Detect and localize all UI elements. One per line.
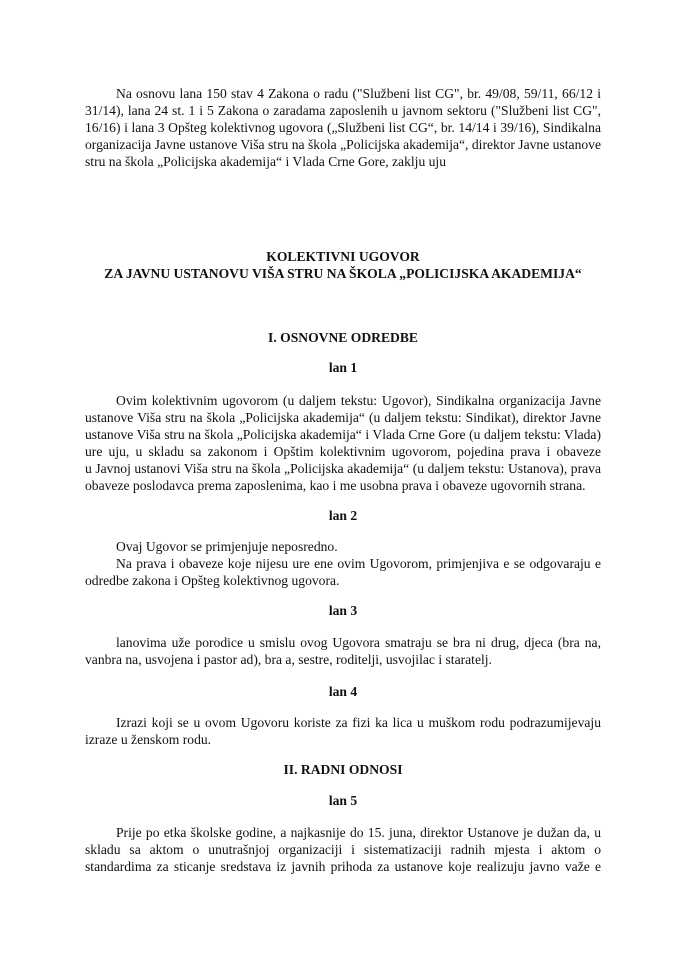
- text-line: Ovim kolektivnim ugovorom (u daljem tekstu: Ugovor), Sindikalna organizacija Javne: [116, 393, 601, 408]
- article-heading: lan 4: [328, 684, 358, 699]
- text-line: Na osnovu lana 150 stav 4 Zakona o radu ("Službeni list CG", br. 49/08, 59/11, 66/12 i: [116, 86, 601, 101]
- text-line: ustanove Viša stru na škola „Policijska akademija“ i Vlada Crne Gore (u daljem tekstu: Vlada): [85, 427, 601, 442]
- article-heading: lan 5: [328, 793, 358, 808]
- text-line: ure uju, u skladu sa zakonom i Opštim kolektivnim ugovorom, pojedina prava i obaveze: [85, 444, 601, 459]
- text-line: lanovima uže porodice u smislu ovog Ugovora smatraju se bra ni drug, djeca (bra na,: [116, 635, 601, 650]
- text-line: u Javnoj ustanovi Viša stru na škola „Policijska akademija“ (u daljem tekstu: Ustanova), prava: [85, 461, 601, 476]
- text-line: ustanove Viša stru na škola „Policijska akademija“ (u daljem tekstu: Sindikat), direktor Javne: [85, 410, 601, 425]
- article-heading: lan 3: [328, 603, 358, 618]
- title-line: ZA JAVNU USTANOVU VIŠA STRU NA ŠKOLA „POLICIJSKA AKADEMIJA“: [104, 266, 582, 281]
- section-heading: I. OSNOVNE ODREDBE: [268, 330, 418, 345]
- text-line: Prije po etka školske godine, a najkasnije do 15. juna, direktor Ustanove je dužan da, u: [116, 825, 601, 840]
- article-1-text: [85, 392, 601, 494]
- text-line: obaveze poslodavca prema zaposlenima, kao i me usobna prava i obaveze ugovornih strana.: [85, 478, 586, 493]
- section-heading: II. RADNI ODNOSI: [283, 762, 403, 777]
- article-3-text: [85, 634, 601, 668]
- text-line: organizacija Javne ustanove Viša stru na škola „Policijska akademija“, direktor Javne ustanove: [85, 137, 601, 152]
- preamble: [85, 85, 601, 170]
- text-line: Ovaj Ugovor se primjenjuje neposredno.: [116, 539, 338, 554]
- text-line: skladu sa aktom o unutrašnjoj organizaciji i sistematizaciji radnih mjesta i aktom o: [85, 842, 601, 857]
- text-line: izraze u ženskom rodu.: [85, 732, 212, 747]
- title-line: KOLEKTIVNI UGOVOR: [266, 249, 420, 264]
- article-5-text: [85, 824, 601, 875]
- text-line: Izrazi koji se u ovom Ugovoru koriste za fizi ka lica u muškom rodu podrazumijevaju: [116, 715, 601, 730]
- article-4-text: [85, 714, 601, 748]
- article-heading: lan 1: [328, 360, 358, 375]
- text-line: 31/14), lana 24 st. 1 i 5 Zakona o zaradama zaposlenih u javnom sektoru ("Službeni list CG",: [85, 103, 601, 118]
- document-title: [85, 248, 601, 282]
- text-line: 16/16) i lana 3 Opšteg kolektivnog ugovora („Službeni list CG“, br. 14/14 i 39/16), Sindikalna: [85, 120, 601, 135]
- article-2-text: [85, 538, 601, 589]
- article-heading: lan 2: [328, 508, 358, 523]
- text-line: odredbe zakona i Opšteg kolektivnog ugovora.: [85, 573, 340, 588]
- text-line: vanbra na, usvojena i pastor ad), bra a, sestre, roditelji, usvojilac i staratelj.: [85, 652, 492, 667]
- text-line: standardima za sticanje sredstava iz javnih prihoda za ustanove koje realizuju javno važe e: [85, 859, 601, 874]
- text-line: stru na škola „Policijska akademija“ i Vlada Crne Gore, zaklju uju: [85, 154, 447, 169]
- text-line: Na prava i obaveze koje nijesu ure ene ovim Ugovorom, primjenjiva e se odgovaraju e: [116, 556, 601, 571]
